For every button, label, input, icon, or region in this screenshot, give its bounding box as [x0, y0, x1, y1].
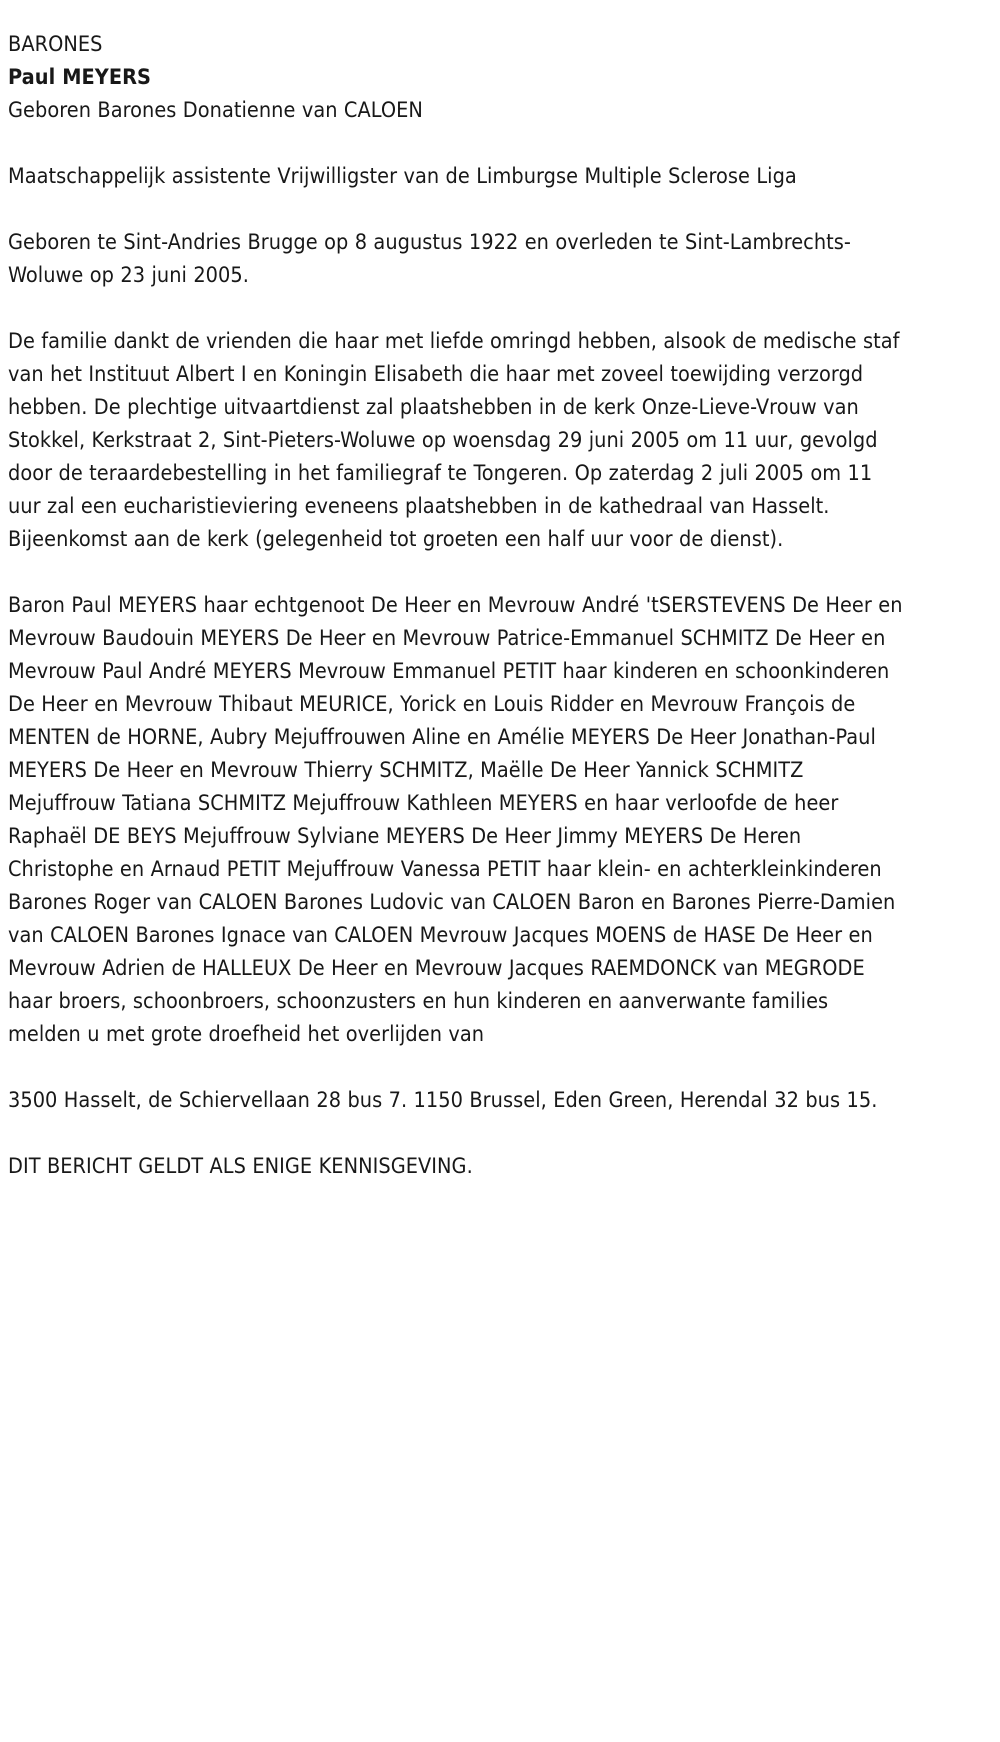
family-addresses: 3500 Hasselt, de Schiervellaan 28 bus 7. 1150 Brussel, Eden Green, Herendal 32 bus 15. [8, 1088, 878, 1113]
birth-name: Geboren Barones Donatienne van CALOEN [8, 98, 423, 123]
funeral-service-details: De familie dankt de vrienden die haar met liefde omringd hebben, alsook de medische staf van het Instituut Albert I en Koningin Elisabeth die haar met zoveel toewijding verzorgd hebben. De plechtige uitvaartdienst zal plaatshebben in de kerk Onze-Lieve-Vrouw van Stokkel, Kerkstraat 2, Sint-Pieters-Woluwe op woensdag 29 juni 2005 om 11 uur, gevolgd door de teraardebestelling in het familiegraf te Tongeren. Op zaterdag 2 juli 2005 om 11 uur zal een eucharistieviering eveneens plaatshebben in de kathedraal van Hasselt. Bijeenkomst aan de kerk (gelegenheid tot groeten een half uur voor de dienst). [8, 329, 900, 552]
birth-death-dates: Geboren te Sint-Andries Brugge op 8 augustus 1922 en overleden te Sint-Lambrechts-Woluwe op 23 juni 2005. [8, 230, 851, 288]
notice-title: BARONES [8, 32, 103, 57]
deceased-name: Paul MEYERS [8, 65, 152, 90]
sole-notification-statement: DIT BERICHT GELDT ALS ENIGE KENNISGEVING. [8, 1154, 473, 1179]
surviving-family-list: Baron Paul MEYERS haar echtgenoot De Heer en Mevrouw André 'tSERSTEVENS De Heer en Mevrouw Baudouin MEYERS De Heer en Mevrouw Patrice-Emmanuel SCHMITZ De Heer en Mevrouw Paul André MEYERS Mevrouw Emmanuel PETIT haar kinderen en schoonkinderen De Heer en Mevrouw Thibaut MEURICE, Yorick en Louis Ridder en Mevrouw François de MENTEN de HORNE, Aubry Mejuffrouwen Aline en Amélie MEYERS De Heer Jonathan-Paul MEYERS De Heer en Mevrouw Thierry SCHMITZ, Maëlle De Heer Yannick SCHMITZ Mejuffrouw Tatiana SCHMITZ Mejuffrouw Kathleen MEYERS en haar verloofde de heer Raphaël DE BEYS Mejuffrouw Sylviane MEYERS De Heer Jimmy MEYERS De Heren Christophe en Arnaud PETIT Mejuffrouw Vanessa PETIT haar klein- en achterkleinkinderen Barones Roger van CALOEN Barones Ludovic van CALOEN Baron en Barones Pierre-Damien van CALOEN Barones Ignace van CALOEN Mevrouw Jacques MOENS de HASE De Heer en Mevrouw Adrien de HALLEUX De Heer en Mevrouw Jacques RAEMDONCK van MEGRODE haar broers, schoonbroers, schoonzusters en hun kinderen en aanverwante families melden u met grote droefheid het overlijden van [8, 593, 903, 1047]
occupation-text: Maatschappelijk assistente Vrijwilligster van de Limburgse Multiple Sclerose Liga [8, 164, 797, 189]
